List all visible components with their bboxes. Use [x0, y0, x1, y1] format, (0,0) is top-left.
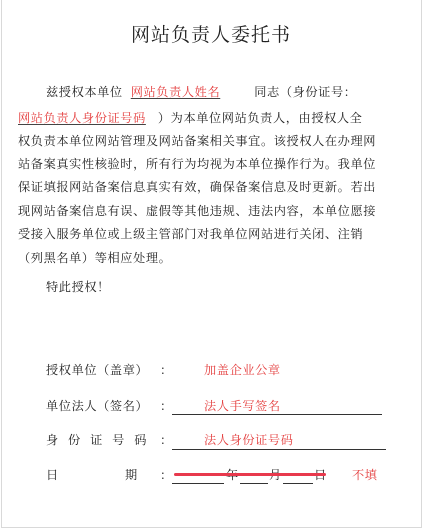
date-strikethrough — [174, 473, 326, 476]
para-line-6: 现网站备案信息有误、虚假等其他违规、违法内容，本单位愿接 — [18, 204, 377, 218]
para-text: 同志（身份证号： — [254, 85, 357, 99]
legal-rep-underline — [172, 414, 382, 415]
unit-label: 授权单位（盖章） — [46, 363, 149, 377]
date-label-part-2: 期 — [125, 468, 138, 482]
date-colon: ： — [160, 468, 173, 482]
para-line-5: 保证填报网站备案信息真实有效，确保备案信息及时更新。若出 — [18, 180, 377, 194]
id-number-colon: ： — [160, 433, 173, 447]
para-line-1 — [46, 84, 422, 100]
representative-name: 网站负责人姓名 — [130, 85, 221, 99]
para-text: 兹授权本单位 — [46, 85, 123, 99]
id-number-label: 身 份 证 号 码 — [46, 433, 150, 447]
para-line-9: 特此授权！ — [46, 280, 110, 294]
year-underline — [172, 483, 224, 484]
date-label-part-1: 日 — [46, 468, 59, 482]
representative-id-number: 网站负责人身份证号码 — [18, 111, 146, 125]
legal-rep-signature-value: 法人手写签名 — [204, 399, 281, 413]
unit-seal-value: 加盖企业公章 — [204, 363, 281, 377]
document-title: 网站负责人委托书 — [130, 24, 291, 46]
legal-rep-label: 单位法人（签名） — [46, 399, 149, 413]
day-underline — [283, 483, 313, 484]
month-underline — [240, 483, 268, 484]
para-line-7: 受接入服务单位或上级主管部门对我单位网站进行关闭、注销 — [18, 227, 364, 241]
para-line-4: 站备案真实性核验时，所有行为均视为本单位操作行为。我单位 — [18, 157, 377, 171]
para-line-2 — [18, 110, 408, 126]
para-line-3: 权负责本单位网站管理及网站备案相关事宜。该授权人在办理网 — [18, 134, 377, 148]
unit-colon: ： — [160, 363, 173, 377]
para-text: ）为本单位网站负责人，由授权人全 — [157, 111, 363, 125]
date-note: 不填 — [352, 468, 378, 482]
para-line-8: （列黑名单）等相应处理。 — [18, 251, 172, 265]
id-number-underline — [172, 449, 386, 450]
legal-rep-colon: ： — [160, 399, 173, 413]
id-number-value: 法人身份证号码 — [204, 433, 294, 447]
